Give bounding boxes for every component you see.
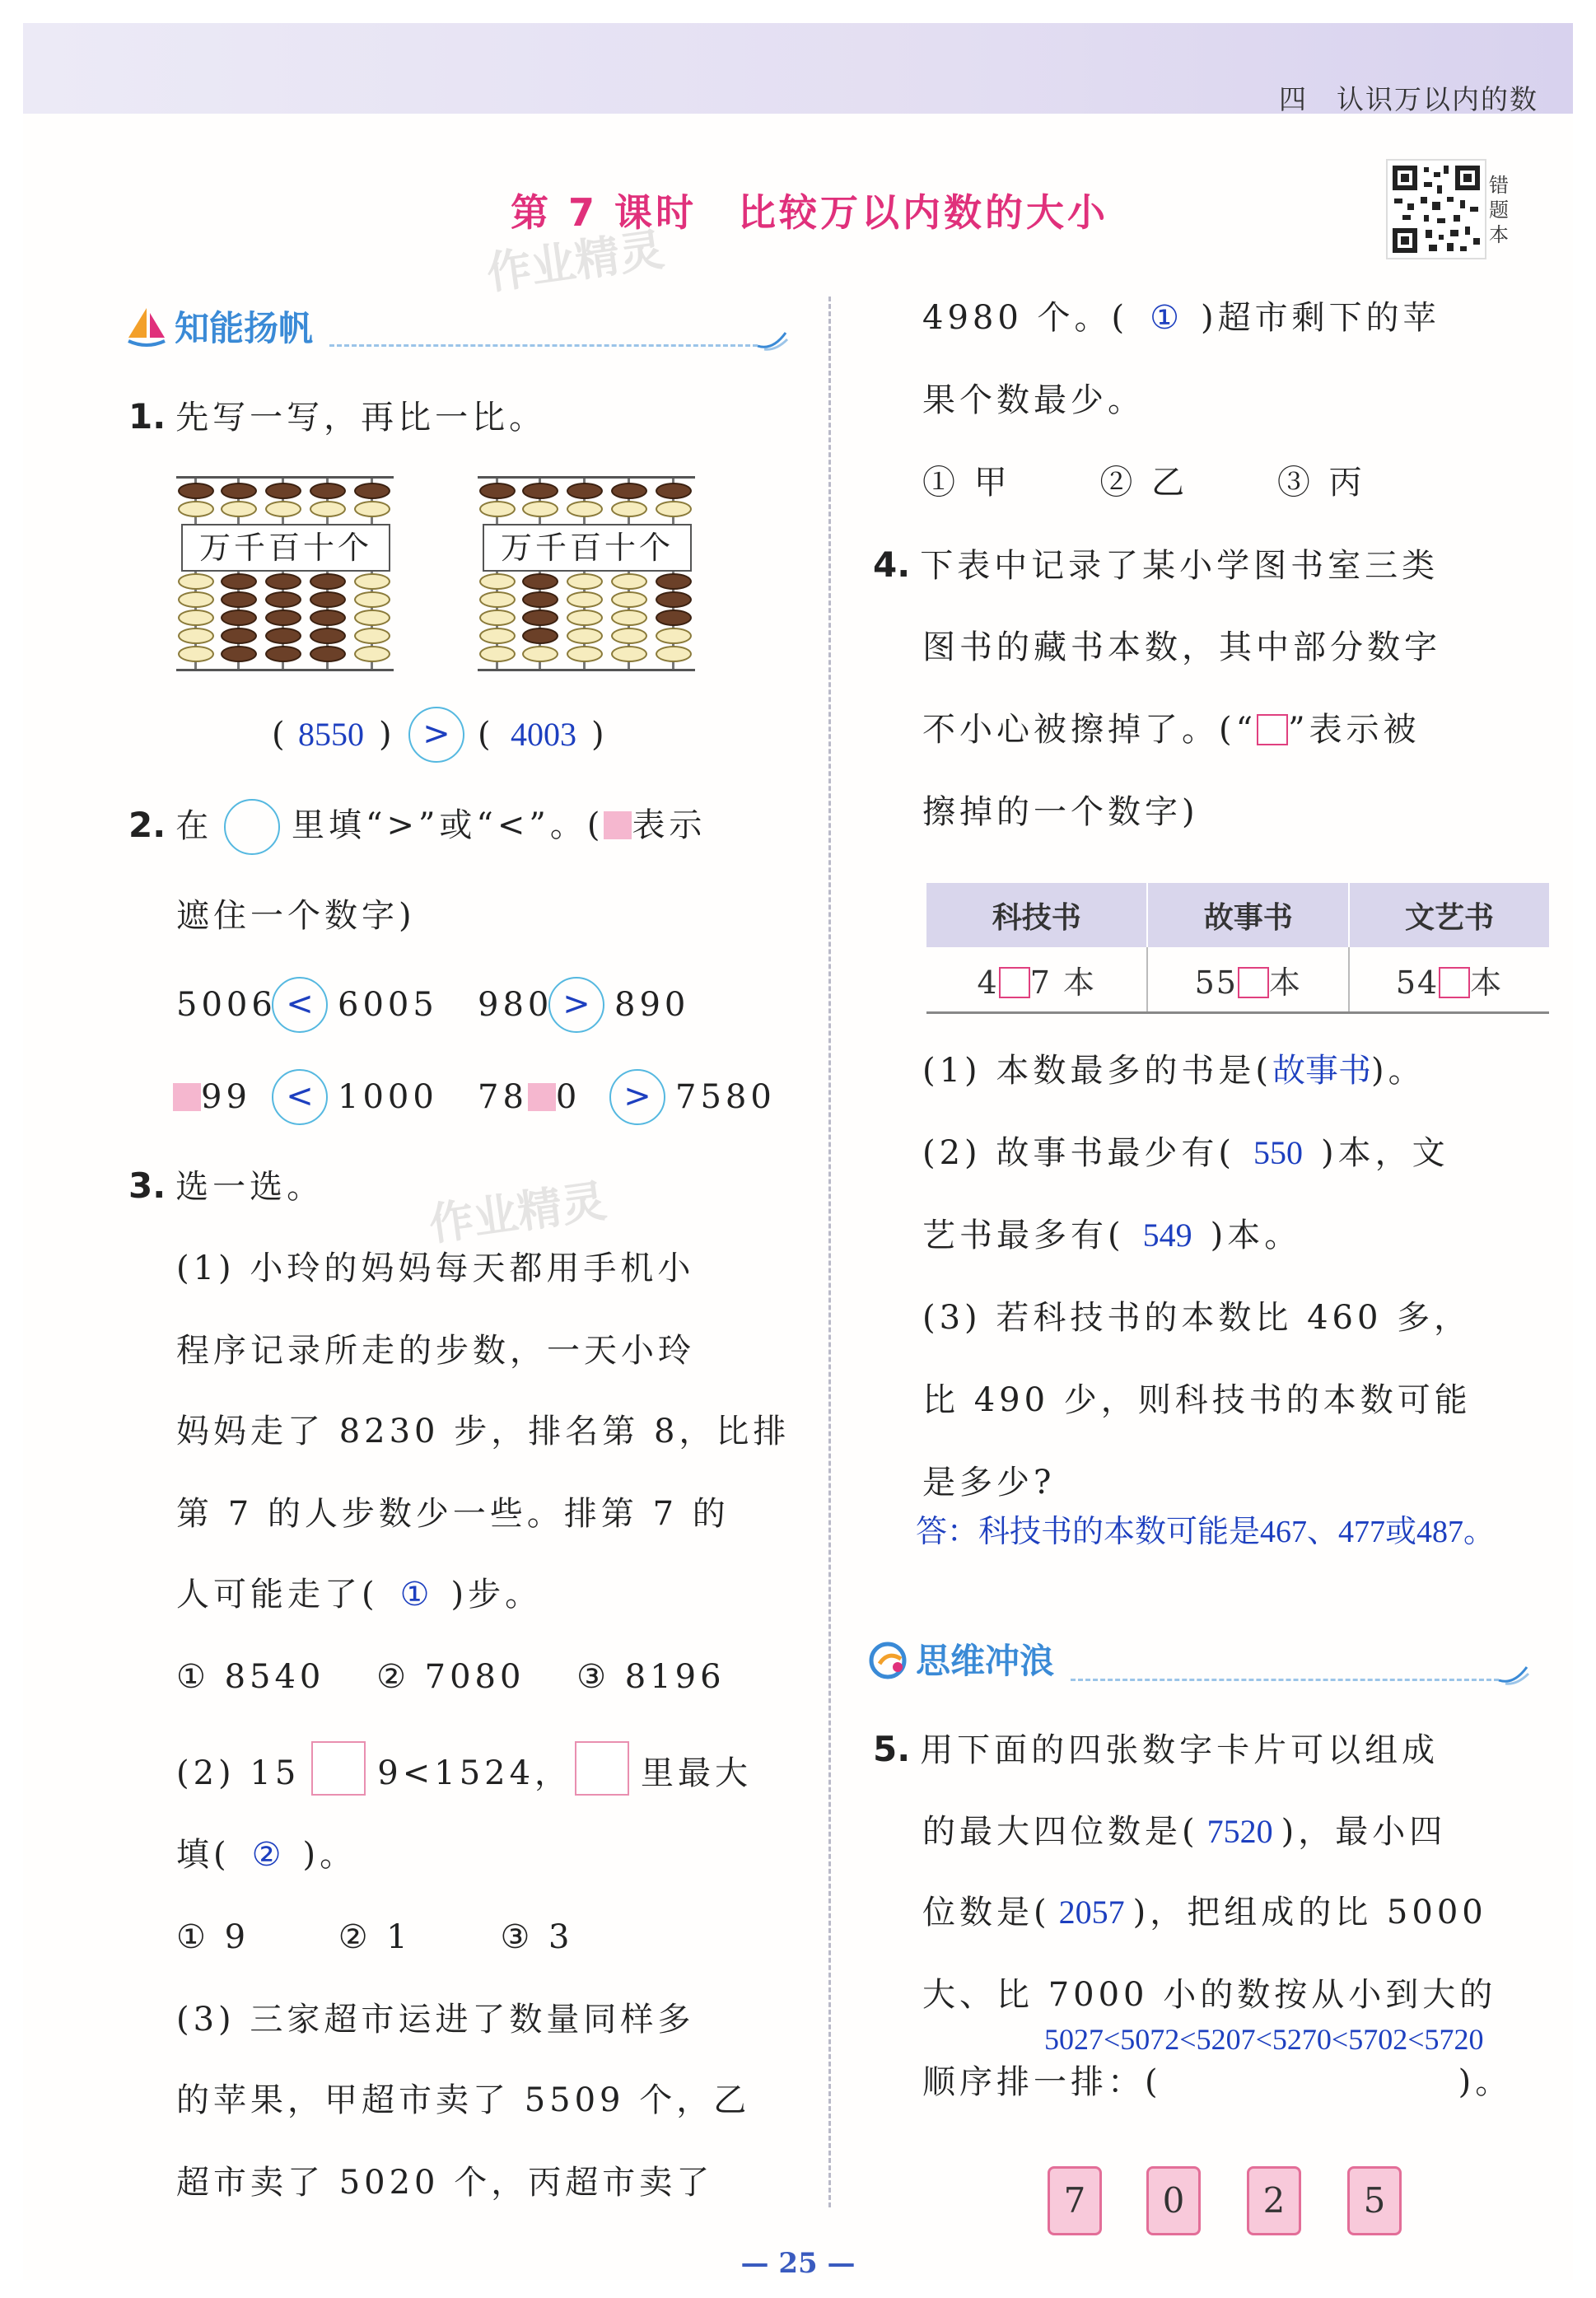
blank-box[interactable] (311, 1741, 366, 1796)
abacus-bead (265, 591, 301, 608)
abacus-bead (221, 591, 257, 608)
q4-s3-line3: 是多少? (922, 1464, 1056, 1502)
q1-text (128, 392, 546, 442)
section-underline-right (1071, 1679, 1499, 1681)
q5-line5: 顺序排一排：( )。 (922, 2063, 1513, 2101)
abacus-bead (265, 483, 301, 499)
abacus-bead (656, 591, 692, 608)
erased-digit-box-icon (999, 967, 1030, 998)
abacus-bead (178, 628, 214, 644)
q3-p1-line3: 妈妈走了 8230 步，排名第 8，比排 (176, 1413, 791, 1450)
abacus-bead (522, 501, 558, 517)
abacus-bead (656, 483, 692, 499)
abacus-bead (479, 591, 516, 608)
abacus-bead (479, 483, 516, 499)
q2-r1a-left: 5006 (176, 986, 277, 1024)
q5-number: 5. (873, 1729, 911, 1769)
q2-r1a-circle[interactable]: < (272, 977, 328, 1033)
column-divider (828, 297, 831, 2207)
table-cell: 4 7 本 (926, 947, 1147, 1013)
qr-code-icon (1388, 161, 1485, 258)
abacus-bead (611, 483, 647, 499)
q2-line2: 遮住一个数字) (176, 897, 416, 935)
q3-p2-options: ① 9 ② 1 ③ 3 (176, 1918, 574, 1956)
q5-line3: 位数是( 2057 )，把组成的比 5000 (922, 1894, 1487, 1931)
q5-line1: 5. 用下面的四张数字卡片可以组成 (873, 1729, 1440, 1769)
abacus-bead (567, 591, 603, 608)
q5-line4: 大、比 7000 小的数按从小到大的 (922, 1976, 1497, 2014)
q1-right-paren: ( (478, 716, 495, 754)
abacus-right-label: 万千百十个 (483, 524, 692, 572)
q4-s2-cont: 艺书最多有( 549 )本。 (922, 1217, 1302, 1254)
abacus-bead (567, 610, 603, 626)
q3-p1-answer[interactable]: ① (399, 1576, 430, 1613)
q1-left-paren: ( (272, 716, 289, 754)
q4-s1-answer[interactable]: 故事书 (1272, 1052, 1371, 1089)
abacus-bead (567, 483, 603, 499)
abacus-bead (567, 501, 603, 517)
q1-instruction: 先写一写，再比一比。 (175, 399, 547, 437)
abacus-bead (265, 610, 301, 626)
q2-r2b-circle[interactable]: > (609, 1069, 665, 1125)
abacus-bead (221, 628, 257, 644)
abacus-bead (221, 501, 257, 517)
abacus-bead (354, 573, 390, 590)
q3-title: 3. 选一选。 (128, 1165, 324, 1206)
table-cell: 55 本 (1147, 947, 1349, 1013)
abacus-bead (611, 610, 647, 626)
abacus-bead (522, 591, 558, 608)
abacus-left (176, 476, 394, 674)
q2-r2b-left: 78 0 (478, 1078, 581, 1116)
abacus-bead (265, 628, 301, 644)
swoosh-icon (1497, 1664, 1530, 1687)
number-card: 0 (1146, 2166, 1201, 2235)
abacus-bead (567, 628, 603, 644)
books-table (926, 883, 1549, 1014)
abacus-bead (310, 646, 346, 662)
q2-line1-rest: 里填“>”或“<”。( 表示 (292, 806, 707, 844)
abacus-bead (221, 483, 257, 499)
abacus-bead (178, 610, 214, 626)
qr-label: 错题本 (1489, 174, 1509, 246)
abacus-bead (479, 610, 516, 626)
q3-p1-line2: 程序记录所走的步数，一天小玲 (176, 1332, 695, 1370)
abacus-bead (178, 591, 214, 608)
q2-r2a-circle[interactable]: < (272, 1069, 328, 1125)
abacus-bead (265, 646, 301, 662)
q2-r1b-circle[interactable]: > (548, 977, 604, 1033)
q5-line2: 的最大四位数是( 7520 )，最小四 (922, 1813, 1447, 1851)
q3-p3-line4: 4980 个。( ① )超市剩下的苹 (922, 299, 1440, 337)
abacus-bead (567, 573, 603, 590)
abacus-bead (479, 573, 516, 590)
q3-p3-options: ① 甲 ② 乙 ③ 丙 (922, 464, 1366, 502)
q4-s2-answer[interactable]: 550 (1253, 1134, 1303, 1171)
abacus-bead (178, 646, 214, 662)
abacus-bead (310, 573, 346, 590)
abacus-bead (522, 628, 558, 644)
q4-s3-line2: 比 490 少，则科技书的本数可能 (922, 1381, 1472, 1419)
table-header: 科技书 (926, 883, 1147, 947)
abacus-bead (265, 501, 301, 517)
q2-r2b-right: 7580 (675, 1078, 776, 1116)
q3-p3-answer[interactable]: ① (1150, 299, 1179, 336)
sailboat-icon (125, 305, 168, 349)
number-card: 7 (1048, 2166, 1102, 2235)
q3-p1-line5: 人可能走了( ① )步。 (176, 1576, 543, 1614)
q3-p3-line1: (3) 三家超市运进了数量同样多 (176, 2001, 695, 2039)
abacus-bead (354, 646, 390, 662)
section-title-right: 思维冲浪 (916, 1641, 1055, 1681)
q1-left-paren-close: ) (379, 716, 396, 754)
q2-example-circle (224, 799, 280, 855)
abacus-bead (479, 646, 516, 662)
table-cell: 54 本 (1349, 947, 1549, 1013)
blank-box (575, 1741, 629, 1796)
abacus-bead (310, 501, 346, 517)
abacus-bead (354, 610, 390, 626)
q4-s3-line1: (3) 若科技书的本数比 460 多， (922, 1299, 1472, 1337)
q3-p2-line2: 填( ② )。 (176, 1836, 357, 1874)
watermark-top: 作业精灵 (483, 223, 667, 300)
abacus-bead (221, 573, 257, 590)
q3-p3-line2: 的苹果，甲超市卖了 5509 个，乙 (176, 2081, 751, 2119)
abacus-bead (611, 646, 647, 662)
q1-compare-circle[interactable]: > (408, 707, 464, 763)
table-header: 文艺书 (1349, 883, 1549, 947)
abacus-bead (178, 573, 214, 590)
abacus-bead (656, 646, 692, 662)
chapter-title: 四 认识万以内的数 (1279, 83, 1538, 115)
qr-code[interactable] (1386, 159, 1486, 259)
page-number: — 25 — (740, 2247, 856, 2280)
erased-digit-box-icon (1238, 967, 1269, 998)
q3-p2-line1: (2) 15 9<1524， 里最大 (176, 1741, 752, 1798)
q1-right-answer[interactable]: 4003 (511, 716, 576, 753)
abacus-bead (567, 646, 603, 662)
abacus-bead (354, 483, 390, 499)
q5-order-answer[interactable]: 5027<5072<5207<5270<5702<5720 (1044, 2023, 1484, 2056)
q4-line2: 图书的藏书本数，其中部分数字 (922, 628, 1441, 666)
pink-square-icon (173, 1083, 201, 1111)
q3-p3-line5: 果个数最少。 (922, 381, 1145, 419)
section-title-left: 知能扬帆 (175, 308, 314, 348)
abacus-bead (656, 573, 692, 590)
q2-r1b-right: 890 (614, 986, 690, 1024)
section-underline-left (329, 344, 758, 347)
q4-s2-answer2[interactable]: 549 (1142, 1217, 1192, 1254)
number-card: 2 (1247, 2166, 1301, 2235)
abacus-bead (354, 591, 390, 608)
lesson-title: 第 7 课时 比较万以内数的大小 (511, 190, 1109, 235)
q2-line1: 2. 在 (128, 805, 213, 845)
pink-square-icon (528, 1083, 556, 1111)
abacus-bead (479, 628, 516, 644)
abacus-bead (656, 610, 692, 626)
q4-s1: (1) 本数最多的书是(故事书)。 (922, 1052, 1426, 1090)
q4-line4: 擦掉的一个数字) (922, 793, 1199, 831)
abacus-bead (310, 628, 346, 644)
abacus-bead (611, 501, 647, 517)
q2-number: 2. (128, 805, 166, 845)
abacus-bead (479, 501, 516, 517)
number-card: 5 (1347, 2166, 1402, 2235)
q4-number: 4. (873, 544, 911, 585)
q3-p1-line1: (1) 小玲的妈妈每天都用手机小 (176, 1249, 695, 1287)
abacus-bead (522, 646, 558, 662)
q3-p1-options: ① 8540 ② 7080 ③ 8196 (176, 1658, 726, 1696)
table-header: 故事书 (1147, 883, 1349, 947)
swoosh-icon (756, 329, 789, 353)
abacus-bead (522, 610, 558, 626)
q2-r1b-left: 980 (478, 986, 553, 1024)
q2-r1a-right: 6005 (338, 986, 438, 1024)
q4-s2: (2) 故事书最少有( 550 )本，文 (922, 1134, 1449, 1172)
q1-number: 1. (128, 396, 166, 437)
abacus-bead (221, 610, 257, 626)
q3-p1-line4: 第 7 的人步数少一些。排第 7 的 (176, 1495, 730, 1533)
q4-s3-answer[interactable]: 答：科技书的本数可能是467、477或487。 (916, 1515, 1496, 1549)
abacus-right (478, 476, 695, 674)
abacus-bead (611, 591, 647, 608)
q3-number: 3. (128, 1165, 166, 1206)
q5-max-answer[interactable]: 7520 (1206, 1813, 1273, 1850)
abacus-bead (656, 501, 692, 517)
q1-right-paren-close: ) (591, 716, 609, 754)
abacus-bead (354, 501, 390, 517)
abacus-bead (611, 628, 647, 644)
abacus-bead (178, 483, 214, 499)
watermark-middle: 作业精灵 (426, 1175, 609, 1251)
abacus-bead (611, 573, 647, 590)
abacus-bead (178, 501, 214, 517)
abacus-bead (310, 610, 346, 626)
abacus-bead (656, 628, 692, 644)
pink-square-icon (604, 811, 632, 839)
abacus-bead (310, 483, 346, 499)
erased-digit-box-icon (1439, 967, 1470, 998)
q4-line3: 不小心被擦掉了。(“ ”表示被 (922, 711, 1421, 749)
abacus-bead (221, 646, 257, 662)
wave-icon (868, 1639, 911, 1682)
abacus-bead (310, 591, 346, 608)
q2-r2a-right: 1000 (338, 1078, 438, 1116)
erased-digit-box-icon (1257, 714, 1288, 745)
q5-min-answer[interactable]: 2057 (1058, 1894, 1125, 1931)
q4-line1: 4. 下表中记录了某小学图书室三类 (873, 544, 1440, 585)
q1-left-answer[interactable]: 8550 (298, 716, 364, 753)
abacus-bead (354, 628, 390, 644)
abacus-left-label: 万千百十个 (181, 524, 390, 572)
abacus-bead (265, 573, 301, 590)
abacus-bead (522, 573, 558, 590)
q2-r2a-left: 99 (173, 1072, 251, 1122)
q3-p2-answer[interactable]: ② (251, 1836, 282, 1873)
abacus-bead (522, 483, 558, 499)
q3-p3-line3: 超市卖了 5020 个，丙超市卖了 (176, 2164, 714, 2202)
